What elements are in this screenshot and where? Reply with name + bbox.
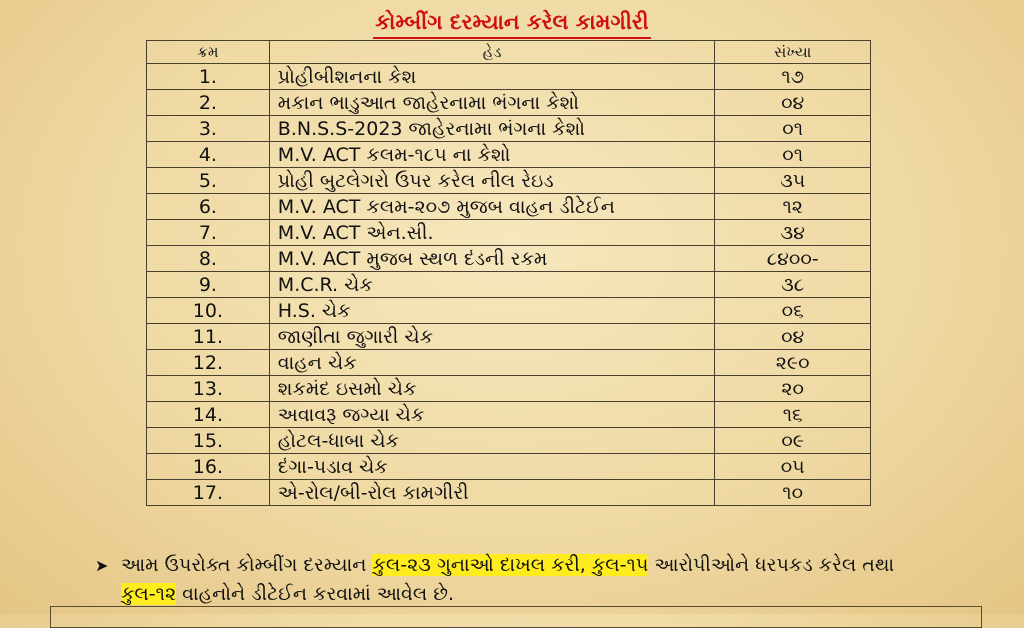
row-head: વાહન ચેક [269,350,715,376]
next-section-box [50,606,982,628]
table-row [147,402,871,428]
row-serial: 12. [147,350,270,376]
row-count: ૮૪૦૦- [715,246,871,272]
row-serial: 4. [147,142,270,168]
summary-text-3: વાહનોને ડીટેઈન કરવામાં આવેલ છે. [176,583,455,605]
row-serial: 2. [147,90,270,116]
row-serial: 16. [147,454,270,480]
table-row [147,480,871,506]
row-serial: 1. [147,64,270,90]
row-serial: 15. [147,428,270,454]
combing-activity-table [146,40,871,506]
table-row [147,194,871,220]
row-head: M.V. ACT કલમ-૧૮૫ ના કેશો [269,142,715,168]
table-row [147,272,871,298]
table-row [147,64,871,90]
row-serial: 10. [147,298,270,324]
table-body [147,64,871,506]
row-count: ૦૪ [715,90,871,116]
summary-highlight-1: કુલ-૨૩ ગુનાઓ દાખલ કરી, કુલ-૧૫ [372,554,649,576]
row-head: અવાવરૂ જગ્યા ચેક [269,402,715,428]
table-row [147,116,871,142]
table-row [147,376,871,402]
row-serial: 8. [147,246,270,272]
row-count: ૧૭ [715,64,871,90]
table-row [147,454,871,480]
summary-highlight-2: કુલ-૧૨ [121,583,177,605]
row-head: એ-રોલ/બી-રોલ કામગીરી [269,480,715,506]
row-count: ૩૫ [715,168,871,194]
row-serial: 9. [147,272,270,298]
row-head: જાણીતા જુગારી ચેક [269,324,715,350]
row-count: ૦૪ [715,324,871,350]
header-head: હેડ [269,41,715,64]
row-serial: 5. [147,168,270,194]
section-heading [0,8,1024,39]
row-head: M.V. ACT એન.સી. [269,220,715,246]
row-count: ૦૧ [715,142,871,168]
row-head: M.V. ACT મુજબ સ્થળ દંડની રકમ [269,246,715,272]
summary-text-1: આમ ઉપરોક્ત કોમ્બીંગ દરમ્યાન [121,554,373,576]
table-row [147,142,871,168]
heading-text: કોમ્બીંગ દરમ્યાન કરેલ કામગીરી [373,8,650,39]
summary-text-2: આરોપીઓને ધરપકડ કરેલ તથા [648,554,895,576]
table-row [147,168,871,194]
row-count: ૨૦ [715,376,871,402]
table-row [147,90,871,116]
row-count: ૨૯૦ [715,350,871,376]
row-head: H.S. ચેક [269,298,715,324]
row-serial: 6. [147,194,270,220]
summary-line-2 [95,580,995,609]
row-serial: 7. [147,220,270,246]
table-row [147,246,871,272]
table-row [147,350,871,376]
row-count: ૧૦ [715,480,871,506]
row-head: શકમંદ ઇસમો ચેક [269,376,715,402]
row-serial: 13. [147,376,270,402]
row-serial: 17. [147,480,270,506]
row-serial: 11. [147,324,270,350]
header-count: સંખ્યા [715,41,871,64]
table-row [147,428,871,454]
row-count: ૦૬ [715,298,871,324]
table-row [147,220,871,246]
row-head: પ્રોહી બુટલેગરો ઉપર કરેલ નીલ રેઇડ [269,168,715,194]
row-count: ૦૫ [715,454,871,480]
arrow-bullet-icon: ➤ [95,556,109,575]
row-count: ૩૪ [715,220,871,246]
row-count: ૧૨ [715,194,871,220]
row-head: દંગા-પડાવ ચેક [269,454,715,480]
row-head: હોટલ-ધાબા ચેક [269,428,715,454]
row-head: મકાન ભાડુઆત જાહેરનામા ભંગના કેશો [269,90,715,116]
summary-line-1 [95,551,995,580]
row-head: B.N.S.S-2023 જાહેરનામા ભંગના કેશો [269,116,715,142]
row-head: M.C.R. ચેક [269,272,715,298]
row-count: ૦૧ [715,116,871,142]
row-serial: 14. [147,402,270,428]
header-serial: ક્રમ [147,41,270,64]
row-count: ૧૬ [715,402,871,428]
row-head: M.V. ACT કલમ-૨૦૭ મુજબ વાહન ડીટેઈન [269,194,715,220]
row-count: ૩૮ [715,272,871,298]
row-serial: 3. [147,116,270,142]
summary-paragraph [95,551,995,609]
row-head: પ્રોહીબીશનના કેશ [269,64,715,90]
table-row [147,324,871,350]
table-row [147,298,871,324]
row-count: ૦૯ [715,428,871,454]
table-header-row [147,41,871,64]
